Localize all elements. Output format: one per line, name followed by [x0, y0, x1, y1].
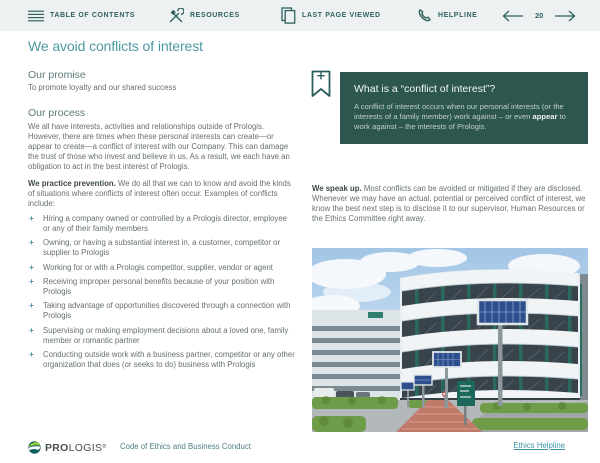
page-navigation [502, 0, 576, 31]
prevention-paragraph [28, 179, 296, 209]
nav-resources[interactable] [168, 0, 240, 31]
plus-bullet-icon: + [29, 276, 34, 287]
callout-body [354, 102, 574, 133]
process-heading: Our process [28, 107, 86, 120]
list-item [28, 301, 296, 321]
menu-icon [28, 10, 44, 22]
list-item [28, 350, 296, 370]
nav-label-last-page-viewed: LAST PAGE VIEWED [302, 12, 381, 19]
plus-bullet-icon: + [29, 349, 34, 360]
phone-icon [417, 8, 432, 23]
tools-icon [168, 8, 184, 24]
plus-bullet-icon: + [29, 324, 34, 335]
speak-up-lead: We speak up. [312, 184, 362, 193]
speak-up-paragraph [312, 184, 588, 224]
plus-bullet-icon: + [29, 300, 34, 311]
list-item [28, 214, 296, 234]
building-photo [312, 248, 588, 432]
top-navigation-bar [0, 0, 600, 31]
main-content-column [28, 38, 296, 375]
process-text: We all have interests, activities and relationships outside of Prologis. However, there are times when these personal interests can create—or appear to create—a conflict of interest with our Company. This can damage the trust of those who invest and believe in us. As a result, we each have an obligation to act in the best interest of Prologis. [28, 121, 290, 171]
nav-helpline[interactable] [417, 0, 477, 31]
nav-table-of-contents[interactable] [28, 0, 135, 31]
prevention-lead: We practice prevention. [28, 178, 116, 188]
promise-text: To promote loyalty and our shared success [28, 83, 177, 93]
arrow-left-icon [502, 10, 524, 22]
plus-bullet-icon: + [29, 261, 34, 272]
callout-body-emphasis: appear [532, 111, 558, 121]
previous-page-button[interactable] [502, 10, 524, 22]
list-item [28, 277, 296, 297]
callout-body-start: A conflict of interest occurs when our personal interests (or the interests of a family member) work against – or even [354, 101, 564, 121]
callout-body-end: to work against – the interests of Prologis. [354, 111, 566, 132]
list-item-text: Working for or with a Prologis competitor, supplier, vendor or agent [43, 262, 273, 272]
speak-up-text: Most conflicts can be avoided or mitigated if they are disclosed. Whenever we may have an actual, potential or perceived conflict of interest, we know the best next step is to disclose it to our supervisor, Human Resources or the Ethics Committee right away. [312, 184, 586, 223]
document-title: Code of Ethics and Business Conduct [120, 442, 251, 451]
plus-bullet-icon: + [29, 237, 34, 248]
logo-wordmark: PROLOGIS® [45, 442, 107, 454]
list-item [28, 238, 296, 258]
prologis-logo-mark-icon [28, 441, 41, 454]
list-item-text: Taking advantage of opportunities discovered through a connection with Prologis [43, 301, 291, 321]
callout-heading: What is a “conflict of interest”? [354, 83, 496, 95]
list-item-text: Owning, or having a substantial interest in, a customer, competitor or supplier to Prologis [43, 238, 281, 258]
nav-label-resources: RESOURCES [190, 12, 240, 19]
conflict-examples-list [28, 214, 296, 371]
definition-callout-box [340, 72, 588, 144]
next-page-button[interactable] [554, 10, 576, 22]
nav-last-page-viewed[interactable] [281, 0, 381, 31]
list-item [28, 263, 296, 273]
pages-icon [281, 7, 296, 24]
prevention-text: We do all that we can to know and avoid the kinds of situations where conflicts of interest often occur. Examples of conflicts include: [28, 178, 291, 208]
nav-label-helpline: HELPLINE [438, 12, 478, 19]
promise-heading: Our promise [28, 68, 86, 81]
list-item-text: Hiring a company owned or controlled by a Prologis director, employee or any of their family members [43, 213, 287, 233]
list-item-text: Conducting outside work with a business partner, competitor or any other organization that does (or seeks to do) business with Prologis [43, 350, 295, 370]
prologis-logo [28, 438, 106, 456]
list-item-text: Supervising or making employment decisions about a loved one, family member or romantic partner [43, 325, 289, 345]
plus-bullet-icon: + [29, 212, 34, 223]
page-title: We avoid conflicts of interest [28, 38, 203, 54]
bookmark-add-icon[interactable] [311, 70, 331, 103]
list-item-text: Receiving improper personal benefits because of your position with Prologis [43, 277, 275, 297]
nav-label-table-of-contents: TABLE OF CONTENTS [50, 12, 136, 19]
page-number: 20 [535, 11, 544, 20]
ethics-helpline-link[interactable]: Ethics Helpline [513, 441, 565, 450]
arrow-right-icon [554, 10, 576, 22]
list-item [28, 326, 296, 346]
